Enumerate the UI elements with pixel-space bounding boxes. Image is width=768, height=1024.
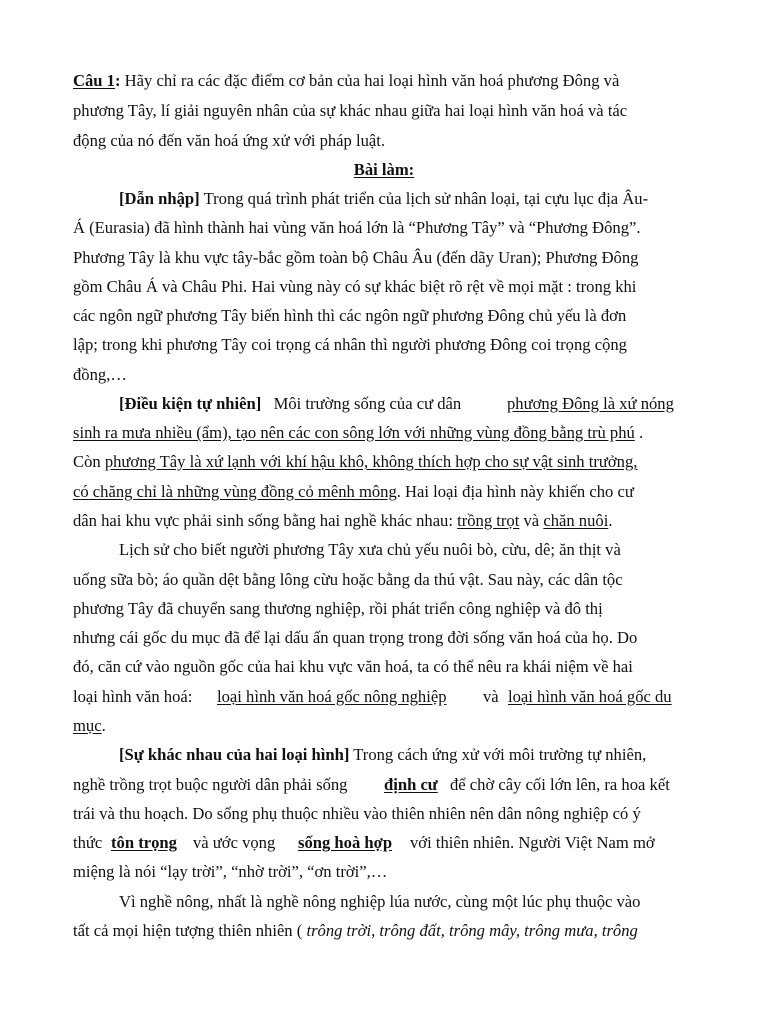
nature-text-5c: và — [523, 511, 540, 530]
question-label: Câu 1 — [73, 71, 115, 90]
nature-underline-west: phương Tây là xứ lạnh với khí hậu khô, không thích hợp cho sự vật sinh trưởng, — [104, 452, 638, 471]
document-page: Câu 1: Hãy chỉ ra các đặc điểm cơ bản của hai loại hình văn hoá phương Đông và phương Tây, lí giải nguyên nhân của sự khác nhau giữa hai loại hình văn hoá và tác động của nó đến văn hoá ứng xử với pháp luật. Bài làm: [Dẫn nhập] Trong quá trình phát triển của lịch sử nhân loại, tại cựu lục địa Âu- Á (Eurasia) đã hình thành hai vùng văn hoá lớn là “Phương Tây” và “Phương Đông”. Phương Tây là khu vực tây-bắc gồm toàn bộ Châu Âu (đến dãy Uran); Phương Đông gồm Châu Á và Châu Phi. Hai vùng này có sự khác biệt rõ rệt về mọi mặt : trong khi các ngôn ngữ phương Tây biến hình thì các ngôn ngữ phương Đông chủ yếu là đơn lập; trong khi phương Tây coi trọng cá nhân thì người phương Đông coi trọng cộng đồng,… [Điều kiện tự nhiên] Môi trường sống của cư dân phương Đông là xứ nóng sinh ra mưa nhiều (ẩm), tạo nên các con sông lớn với những vùng đồng bằng trù phú . Còn phương Tây là xứ lạnh với khí hậu khô, không thích hợp cho sự vật sinh trưởng, có chăng chỉ là những vùng đồng cỏ mênh mông. Hai loại địa hình này khiến cho cư dân hai khu vực phải sinh sống bằng hai nghề khác nhau: trồng trọt và chăn nuôi. Lịch sử cho biết người phương Tây xưa chủ yếu nuôi bò, cừu, dê; ăn thịt và uống sữa bò; áo quần dệt bằng lông cừu hoặc bằng da thú vật. Sau này, các dân tộc phương Tây đã chuyển sang thương nghiệp, rồi phát triển công nghiệp và đô thị nhưng cái gốc du mục đã để lại dấu ấn quan trọng trong đời sống văn hoá của họ. Do đó, căn cứ vào nguồn gốc của hai khu vực văn hoá, ta có thể nêu ra khái niệm về hai loại hình văn hoá: loại hình văn hoá gốc nông nghiệp và loại hình văn hoá gốc du mục. [Sự khác nhau của hai loại hình] Trong cách ứng xử với môi trường tự nhiên, nghề trồng trọt buộc người dân phải sống định cư để chờ cây cối lớn lên, ra hoa kết trái và thu hoạch. Do sống phụ thuộc nhiều vào thiên nhiên nên dân nông nghiệp có ý thức tôn trọng và ước vọng sống hoà hợp với thiên nhiên. Người Việt Nam mở miệng là nói “lạy trời”, “nhờ trời”, “ơn trời”,… Vì nghề nông, nhất là nghề nông nghiệp lúa nước, cùng một lúc phụ thuộc vào tất cả mọi hiện tượng thiên nhiên ( trông trời, trông đất, trông mây, trông mưa, trông — [73, 71, 674, 940]
question-colon: : — [114, 71, 121, 90]
history-underline-nomad-2: mục — [73, 716, 102, 735]
nature-underline-farming: trồng trọt — [457, 511, 520, 530]
nature-text-2b: . — [638, 423, 644, 442]
nature-text-4b: . Hai loại địa hình này khiến cho cư — [396, 482, 634, 501]
history-text-7b: . — [101, 716, 106, 735]
nature-underline-west-2: có chăng chỉ là những vùng đồng cỏ mênh mông — [73, 482, 397, 501]
diff-tag: [Sự khác nhau của hai loại hình] — [119, 745, 350, 764]
question-text-1: Hãy chỉ ra các đặc điểm cơ bản của hai loại hình văn hoá phương Đông và — [124, 71, 620, 90]
nature-text-1a: Môi trường sống của cư dân — [273, 394, 462, 413]
farming-text-2a: tất cả mọi hiện tượng thiên nhiên ( — [73, 921, 303, 940]
intro-tag: [Dẫn nhập] — [119, 189, 200, 208]
nature-text-3a: Còn — [73, 452, 101, 471]
answer-heading: Bài làm: — [353, 160, 415, 179]
nature-underline-herding: chăn nuôi — [543, 511, 609, 530]
nature-underline-east-2: sinh ra mưa nhiều (ẩm), tạo nên các con sông lớn với những vùng đồng bằng trù phú — [73, 423, 635, 442]
diff-text-1: Trong cách ứng xử với môi trường tự nhiên, — [353, 745, 647, 764]
nature-text-5e: . — [608, 511, 613, 530]
intro-text-1: Trong quá trình phát triển của lịch sử nhân loại, tại cựu lục địa Âu- — [203, 189, 649, 208]
nature-tag: [Điều kiện tự nhiên] — [119, 394, 262, 413]
nature-text-5a: dân hai khu vực phải sinh sống bằng hai nghề khác nhau: — [73, 511, 453, 530]
farming-italic: trông trời, trông đất, trông mây, trông mưa, trông — [306, 921, 638, 940]
